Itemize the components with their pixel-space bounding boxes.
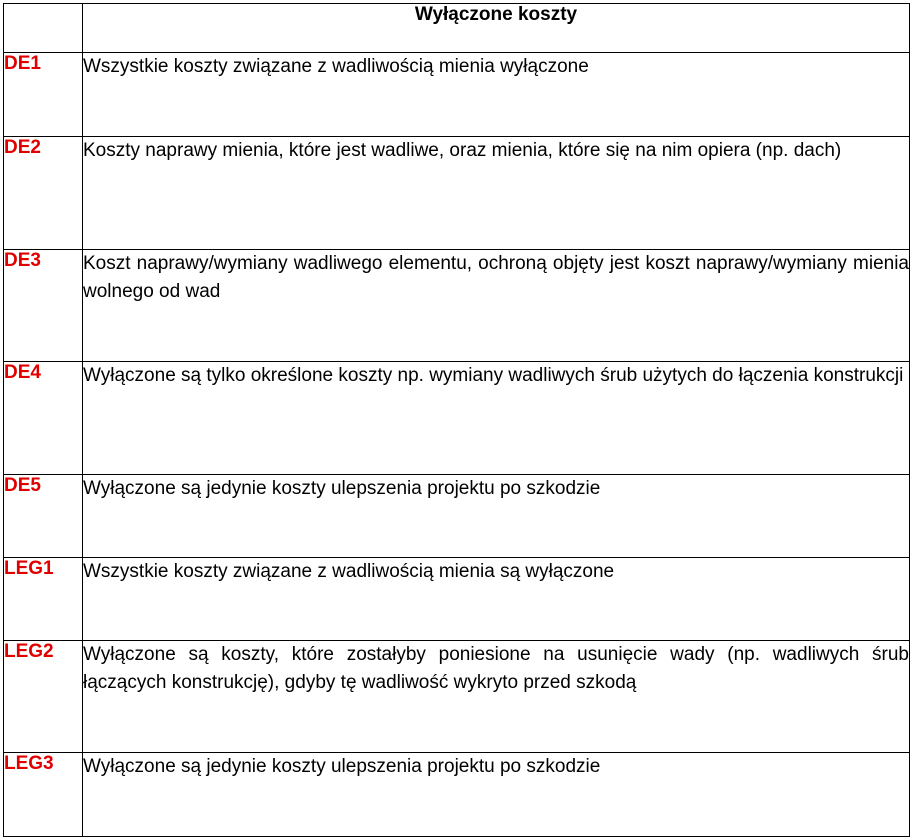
row-code: DE2: [4, 137, 83, 250]
row-code: DE1: [4, 53, 83, 137]
table-row: [4, 641, 910, 753]
exclusions-table: [3, 3, 910, 837]
row-code: LEG1: [4, 558, 83, 641]
row-code: DE5: [4, 475, 83, 558]
header-empty-cell: [4, 4, 83, 53]
table-row: [4, 53, 910, 137]
header-row: [4, 4, 910, 53]
row-description: Koszty naprawy mienia, które jest wadliwe, oraz mienia, które się na nim opiera (np. dach): [83, 137, 910, 250]
table-row: [4, 475, 910, 558]
table-row: [4, 558, 910, 641]
row-code: DE3: [4, 250, 83, 362]
row-code: LEG3: [4, 753, 83, 837]
row-description: Koszt naprawy/wymiany wadliwego elementu, ochroną objęty jest koszt naprawy/wymiany mienia wolnego od wad: [83, 250, 910, 362]
row-description: Wyłączone są tylko określone koszty np. wymiany wadliwych śrub użytych do łączenia konstrukcji: [83, 362, 910, 475]
row-description: Wyłączone są jedynie koszty ulepszenia projektu po szkodzie: [83, 753, 910, 837]
table-row: [4, 362, 910, 475]
row-code: DE4: [4, 362, 83, 475]
table-row: [4, 250, 910, 362]
row-description: Wyłączone są koszty, które zostałyby poniesione na usunięcie wady (np. wadliwych śrub łączących konstrukcję), gdyby tę wadliwość wykryto przed szkodą: [83, 641, 910, 753]
row-description: Wszystkie koszty związane z wadliwością mienia są wyłączone: [83, 558, 910, 641]
row-description: Wszystkie koszty związane z wadliwością mienia wyłączone: [83, 53, 910, 137]
table-header: Wyłączone koszty: [83, 4, 910, 53]
row-description: Wyłączone są jedynie koszty ulepszenia projektu po szkodzie: [83, 475, 910, 558]
table-row: [4, 137, 910, 250]
row-code: LEG2: [4, 641, 83, 753]
table-row: [4, 753, 910, 837]
